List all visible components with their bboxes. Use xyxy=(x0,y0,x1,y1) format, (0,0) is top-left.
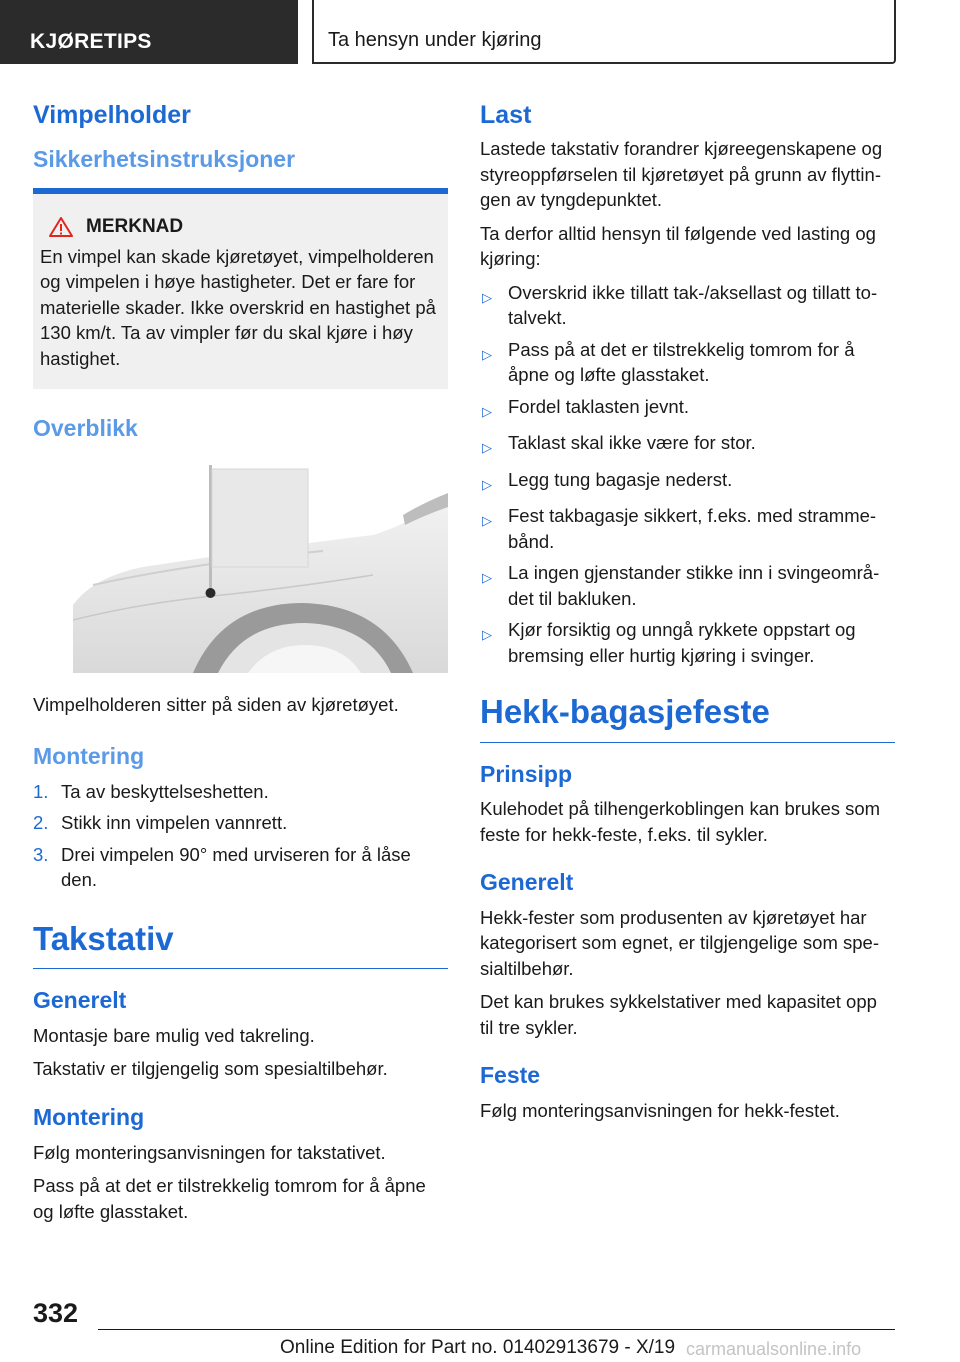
chapter-tab: KJØRETIPS xyxy=(0,0,298,64)
generelt-text-1: Montasje bare mulig ved takreling. xyxy=(33,1024,315,1046)
list-item: ▷ Legg tung bagasje nederst. xyxy=(480,467,895,498)
takstativ-heading: Takstativ xyxy=(33,919,448,970)
bullet-arrow-icon: ▷ xyxy=(482,513,492,528)
montering2-text-1: Følg monteringsanvisningen for takstativet. xyxy=(33,1141,386,1163)
last-text-2: Ta derfor alltid hensyn til følgende ved lasting og kjøring: xyxy=(480,222,876,269)
last-heading: Last xyxy=(480,101,532,129)
list-item: ▷ Fordel taklasten jevnt. xyxy=(480,394,895,425)
list-item: 1. Ta av beskyttelseshetten. xyxy=(33,780,269,802)
list-item: ▷ Pass på at det er tilstrekkelig tomrom for å åpne og løfte glasstaket. xyxy=(480,337,895,388)
prinsipp-text: Kulehodet på tilhengerkoblingen kan brukes som feste for hekk-feste, f.eks. til sykler. xyxy=(480,798,881,845)
notice-label: MERKNAD xyxy=(86,215,184,237)
list-item: ▷ Overskrid ikke tillatt tak-/aksellast og tillatt totalvekt. xyxy=(480,280,895,331)
bullet-arrow-icon: ▷ xyxy=(482,570,492,585)
bullet-arrow-icon: ▷ xyxy=(482,627,492,642)
generelt-right-text-1: Hekk-fester som produsenten av kjøretøyet har kategorisert som egnet, er tilgjengelige som spesialtilbehør. xyxy=(480,906,879,979)
hekk-heading: Hekk-bagasjefeste xyxy=(480,692,895,743)
sikkerhet-heading: Sikkerhetsinstruksjoner xyxy=(33,146,296,172)
feste-text: Følg monteringsanvisningen for hekk-festet. xyxy=(480,1099,840,1121)
notice-text: En vimpel kan skade kjøretøyet, vimpelholderen og vimpelen i høye hastigheter. Det er fare for materielle skader. Ikke overskrid en hastighet på 130 km/t. Ta av vimpler før du skal kjøre i høy hastighet. xyxy=(40,245,436,369)
bullet-arrow-icon: ▷ xyxy=(482,346,492,362)
left-column xyxy=(33,100,448,1232)
overblikk-heading: Overblikk xyxy=(33,415,138,442)
footer-divider xyxy=(98,1329,895,1330)
generelt-right-text-2: Det kan brukes sykkelstativer med kapasitet opp til tre sykler. xyxy=(480,991,877,1038)
generelt-text-2: Takstativ er tilgjengelig som spesialtilbehør. xyxy=(33,1058,388,1080)
list-item: 2. Stikk inn vimpelen vannrett. xyxy=(33,812,288,834)
list-item: ▷ La ingen gjenstander stikke inn i svingeområdet til bakluken. xyxy=(480,560,895,611)
right-column xyxy=(480,100,895,1131)
pennant-holder-illustration xyxy=(73,455,448,673)
notice-header xyxy=(40,216,440,238)
list-item: 3. Drei vimpelen 90° med urviseren for å låse den. xyxy=(33,843,411,891)
list-item: ▷ Taklast skal ikke være for stor. xyxy=(480,430,895,461)
edition-note: Online Edition for Part no. 01402913679 - X/19 xyxy=(280,1337,676,1358)
figure-caption: Vimpelholderen sitter på siden av kjøretøyet. xyxy=(33,693,399,715)
generelt-heading: Generelt xyxy=(33,987,127,1014)
feste-heading: Feste xyxy=(480,1062,541,1089)
montering2-text-2: Pass på at det er tilstrekkelig tomrom for å åpne og løfte glasstaket. xyxy=(33,1175,426,1222)
page-number: 332 xyxy=(33,1298,79,1328)
generelt-right-heading: Generelt xyxy=(480,869,574,896)
montering-steps xyxy=(33,779,448,893)
bullet-arrow-icon: ▷ xyxy=(482,440,492,455)
vimpelholder-heading: Vimpelholder xyxy=(33,101,191,129)
last-text-1: Lastede takstativ forandrer kjøreegenskapene og styreoppførselen til kjøretøyet på grunn av flyttingen av tyngdepunktet. xyxy=(480,138,883,210)
section-tab: Ta hensyn under kjøring xyxy=(312,0,896,64)
watermark: carmanualsonline.info xyxy=(686,1339,862,1359)
page-header xyxy=(0,0,960,66)
list-item: ▷ Kjør forsiktig og unngå rykkete oppstart og bremsing eller hurtig kjøring i svinger. xyxy=(480,617,895,668)
loading-rules-list xyxy=(480,280,895,669)
prinsipp-heading: Prinsipp xyxy=(480,760,573,787)
bullet-arrow-icon: ▷ xyxy=(482,289,492,305)
bullet-arrow-icon: ▷ xyxy=(482,476,492,492)
notice-box xyxy=(33,188,448,390)
montering2-heading: Montering xyxy=(33,1103,145,1130)
list-item: ▷ Fest takbagasje sikkert, f.eks. med strammebånd. xyxy=(480,503,895,554)
warning-icon xyxy=(48,216,74,238)
bullet-arrow-icon: ▷ xyxy=(482,403,492,419)
montering-heading: Montering xyxy=(33,743,145,770)
